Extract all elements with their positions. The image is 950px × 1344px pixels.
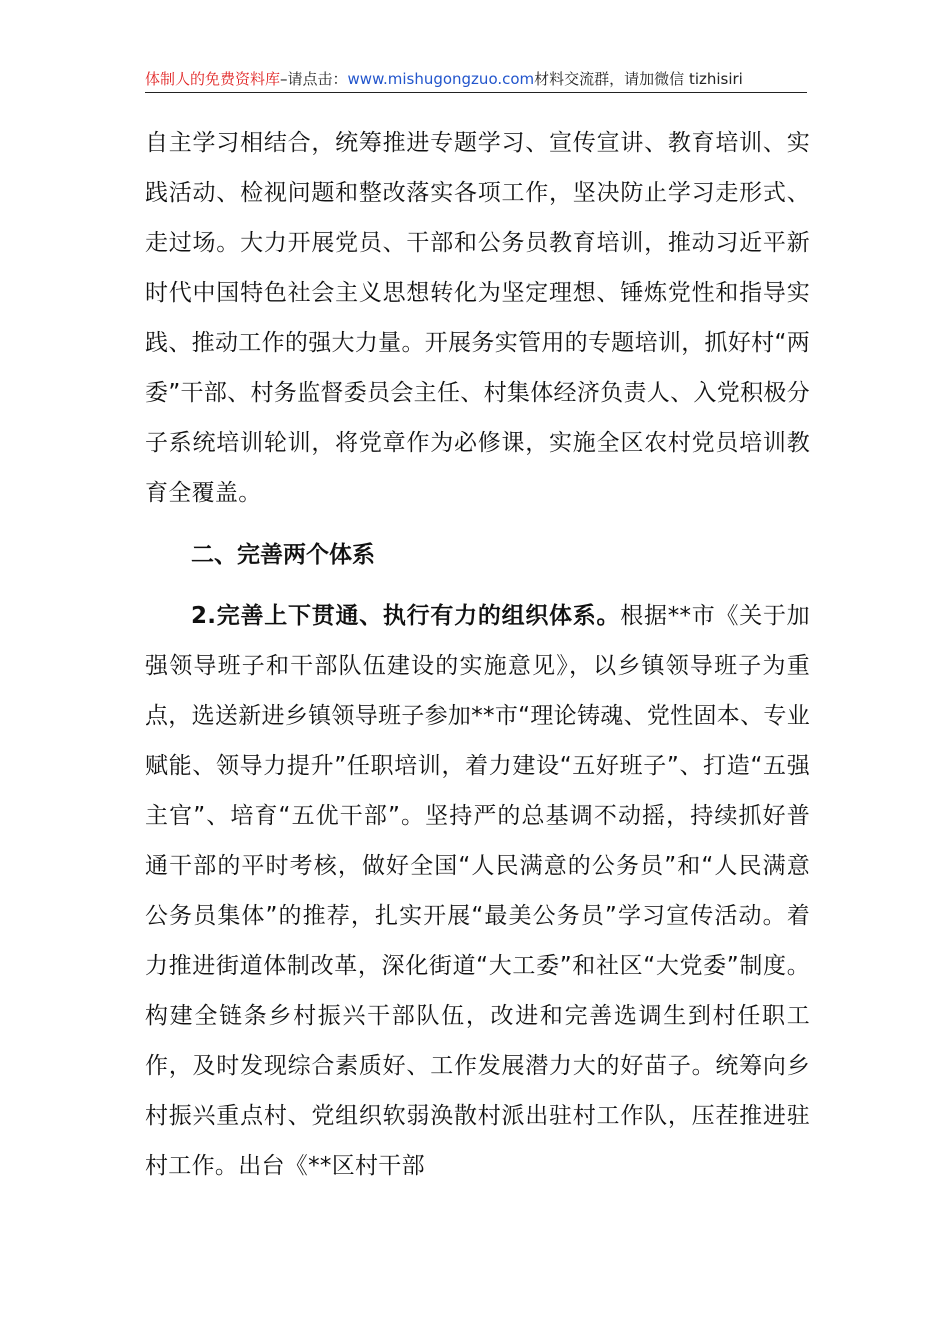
header-link[interactable]: www.mishugongzuo.com bbox=[347, 70, 535, 88]
paragraph-2-body: 根据**市《关于加强领导班子和干部队伍建设的实施意见》，以乡镇领导班子为重点，选送新进乡镇领导班子参加**市“理论铸魂、党性固本、专业赋能、领导力提升”任职培训，着力建设“五好班子”、打造“五强主官”、培育“五优干部”。坚持严的总基调不动摇，持续抓好普通干部的平时考核，做好全国“人民满意的公务员”和“人民满意公务员集体”的推荐，扎实开展“最美公务员”学习宣传活动。着力推进街道体制改革，深化街道“大工委”和社区“大党委”制度。构建全链条乡村振兴干部队伍，改进和完善选调生到村任职工作，及时发现综合素质好、工作发展潜力大的好苗子。统筹向乡村振兴重点村、党组织软弱涣散村派出驻村工作队，压茬推进驻村工作。出台《**区村干部 bbox=[145, 603, 810, 1179]
document-body bbox=[145, 118, 810, 1191]
paragraph-2-lead: 2.完善上下贯通、执行有力的组织体系。 bbox=[191, 603, 621, 629]
header-wechat: 材料交流群，请加微信 tizhisiri bbox=[534, 70, 743, 88]
page-header bbox=[145, 66, 807, 93]
header-prompt: –请点击： bbox=[280, 70, 348, 88]
section-heading: 二、完善两个体系 bbox=[191, 542, 375, 568]
header-brand: 体制人的免费资料库 bbox=[145, 70, 281, 88]
paragraph-2 bbox=[145, 591, 810, 1191]
paragraph-1: 自主学习相结合，统筹推进专题学习、宣传宣讲、教育培训、实践活动、检视问题和整改落实各项工作，坚决防止学习走形式、走过场。大力开展党员、干部和公务员教育培训，推动习近平新时代中国特色社会主义思想转化为坚定理想、锤炼党性和指导实践、推动工作的强大力量。开展务实管用的专题培训，抓好村“两委”干部、村务监督委员会主任、村集体经济负责人、入党积极分子系统培训轮训，将党章作为必修课，实施全区农村党员培训教育全覆盖。 bbox=[145, 130, 810, 506]
